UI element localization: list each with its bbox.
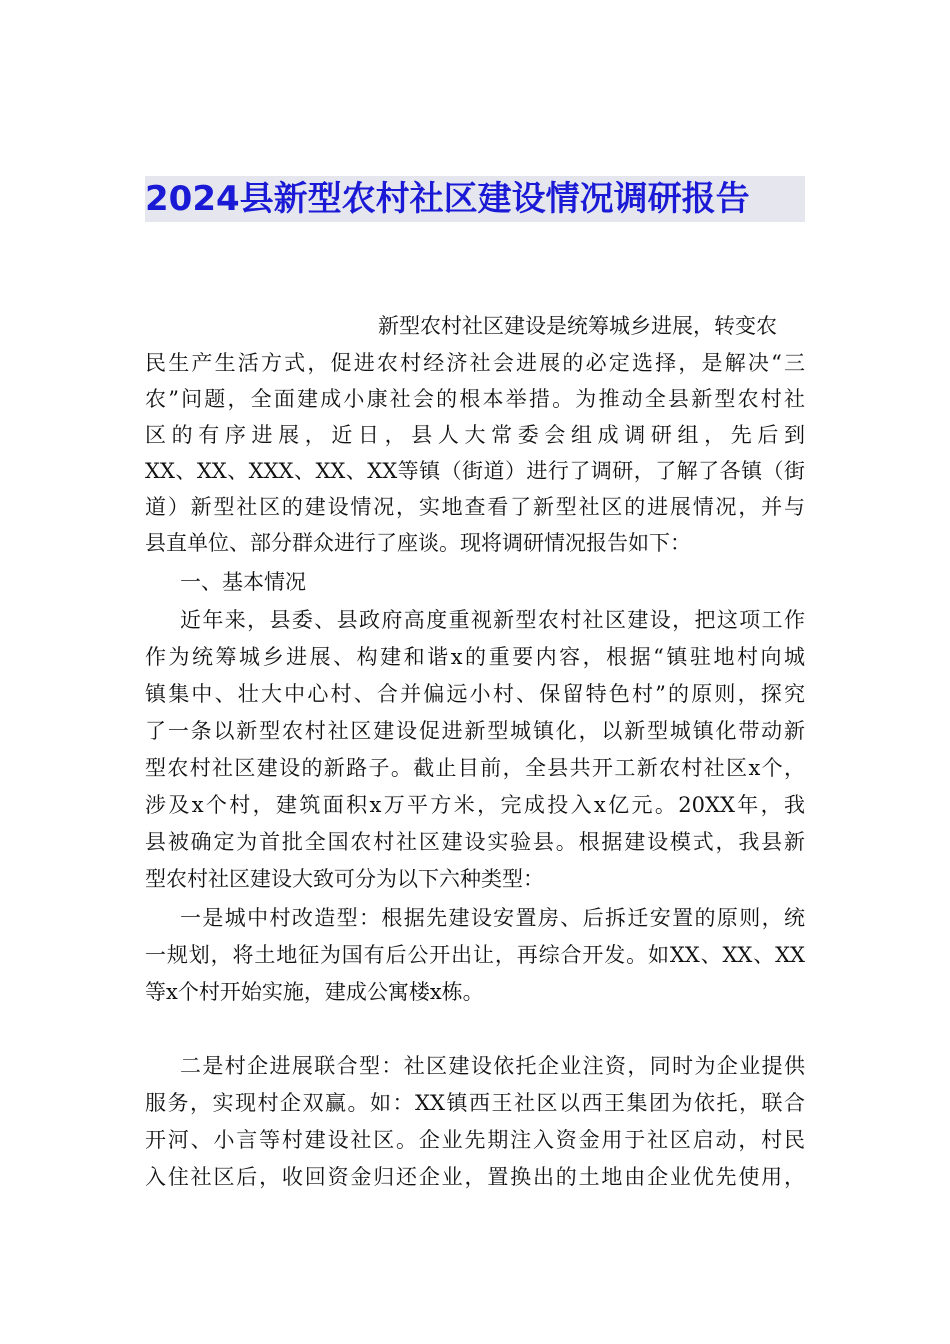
body-line: 新型农村社区建设是统筹城乡进展，转变农 — [378, 314, 777, 338]
body-line: 县被确定为首批全国农村社区建设实验县。根据建设模式，我县新 — [145, 830, 805, 854]
body-line: 等x个村开始实施，建成公寓楼x栋。 — [145, 980, 484, 1004]
body-line: XX、XX、XXX、XX、XX等镇（街道）进行了调研，了解了各镇（街 — [145, 459, 805, 483]
body-line: 型农村社区建设大致可分为以下六种类型： — [145, 867, 544, 891]
body-line: 县直单位、部分群众进行了座谈。现将调研情况报告如下： — [145, 531, 691, 555]
body-line: 入住社区后，收回资金归还企业，置换出的土地由企业优先使用， — [145, 1165, 805, 1189]
body-line: 了一条以新型农村社区建设促进新型城镇化，以新型城镇化带动新 — [145, 719, 805, 743]
body-line: 二是村企进展联合型：社区建设依托企业注资，同时为企业提供 — [180, 1054, 805, 1078]
body-line: 民生产生活方式，促进农村经济社会进展的必定选择，是解决“三 — [145, 351, 805, 375]
body-line: 镇集中、壮大中心村、合并偏远小村、保留特色村”的原则，探究 — [145, 682, 805, 706]
body-line: 型农村社区建设的新路子。截止目前，全县共开工新农村社区x个， — [145, 756, 805, 780]
body-line: 区的有序进展，近日，县人大常委会组成调研组，先后到 — [145, 423, 805, 447]
body-line: 涉及x个村，建筑面积x万平方米，完成投入x亿元。20XX年，我 — [145, 793, 805, 817]
body-line: 作为统筹城乡进展、构建和谐x的重要内容，根据“镇驻地村向城 — [145, 645, 805, 669]
body-line: 农”问题，全面建成小康社会的根本举措。为推动全县新型农村社 — [145, 387, 805, 411]
body-line: 近年来，县委、县政府高度重视新型农村社区建设，把这项工作 — [180, 608, 805, 632]
body-line: 服务，实现村企双赢。如：XX镇西王社区以西王集团为依托，联合 — [145, 1091, 805, 1115]
body-line: 道）新型社区的建设情况，实地查看了新型社区的进展情况，并与 — [145, 495, 805, 519]
body-line: 一规划，将土地征为国有后公开出让，再综合开发。如XX、XX、XX — [145, 943, 805, 967]
section-heading: 一、基本情况 — [180, 570, 306, 594]
body-line: 一是城中村改造型：根据先建设安置房、后拆迁安置的原则，统 — [180, 906, 805, 930]
body-line: 开河、小言等村建设社区。企业先期注入资金用于社区启动，村民 — [145, 1128, 805, 1152]
document-title: 2024县新型农村社区建设情况调研报告 — [145, 176, 805, 222]
